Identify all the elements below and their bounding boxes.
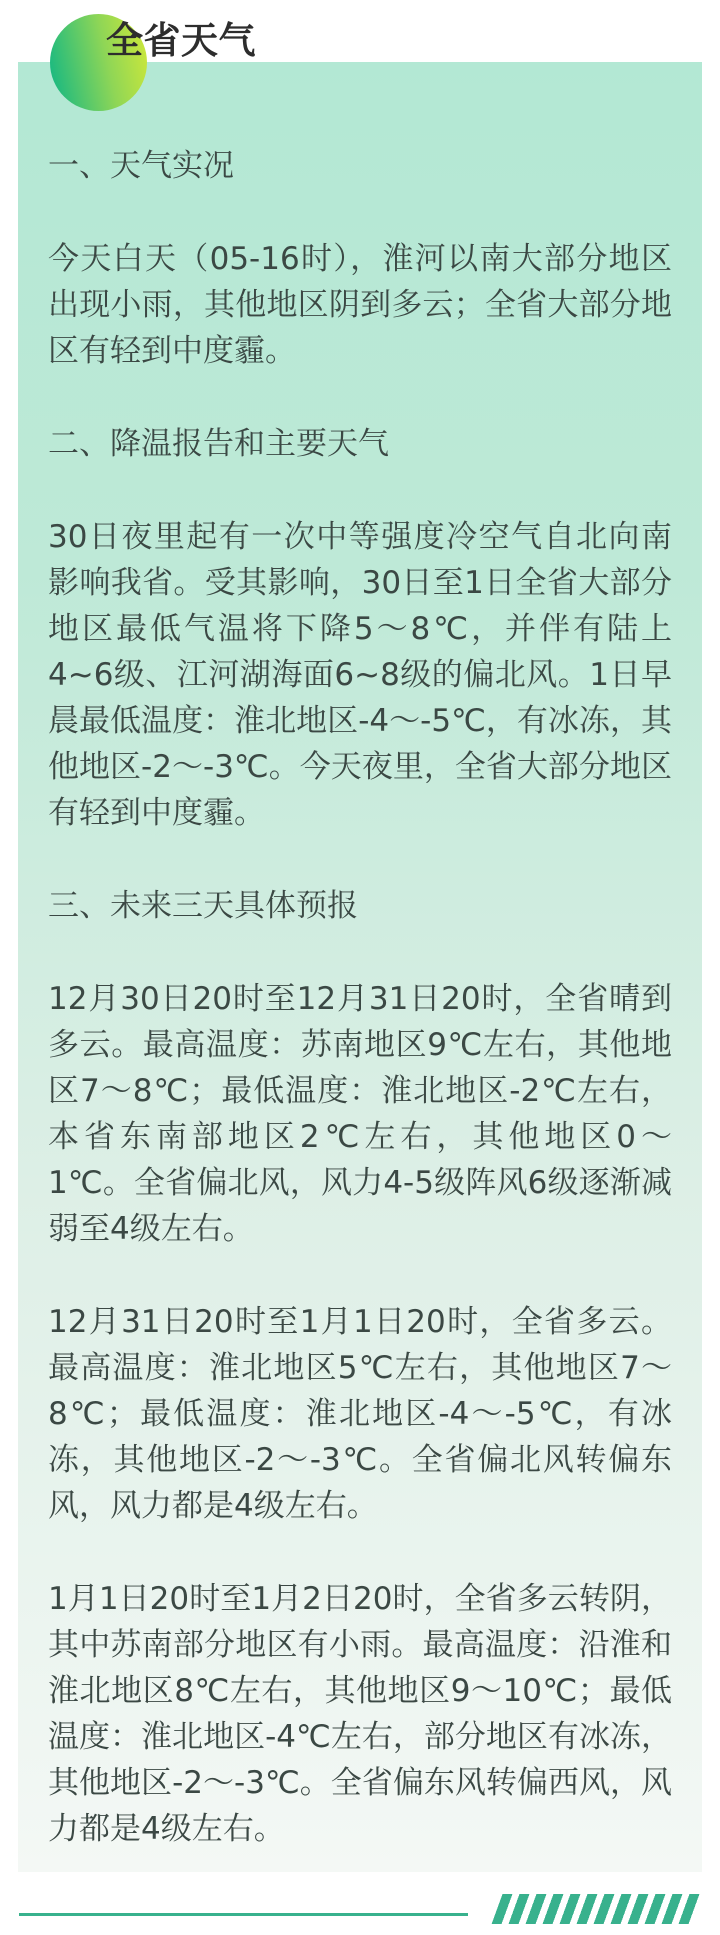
weather-report-card bbox=[18, 62, 702, 1872]
paragraph-forecast-day2: 12月31日20时至1月1日20时，全省多云。最高温度：淮北地区5℃左右，其他地区7～8℃；最低温度：淮北地区-4～-5℃，有冰冻，其他地区-2～-3℃。全省偏北风转偏东风，风力都是4级左右。 bbox=[48, 1304, 672, 1524]
paragraph-forecast-day3: 1月1日20时至1月2日20时，全省多云转阴，其中苏南部分地区有小雨。最高温度：沿淮和淮北地区8℃左右，其他地区9～10℃；最低温度：淮北地区-4℃左右，部分地区有冰冻，其他地区-2～-3℃。全省偏东风转偏西风，风力都是4级左右。 bbox=[48, 1581, 672, 1847]
paragraph-forecast-day1: 12月30日20时至12月31日20时，全省晴到多云。最高温度：苏南地区9℃左右，其他地区7～8℃；最低温度：淮北地区-2℃左右，本省东南部地区2℃左右，其他地区0～1℃。全省偏北风，风力4-5级阵风6级逐渐减弱至4级左右。 bbox=[48, 981, 672, 1247]
section-heading-current-weather: 一、天气实况 bbox=[48, 148, 234, 184]
paragraph-current-weather: 今天白天（05-16时），淮河以南大部分地区出现小雨，其他地区阴到多云；全省大部分地区有轻到中度霾。 bbox=[48, 241, 672, 369]
diagonal-stripes-decoration bbox=[492, 1894, 701, 1924]
footer-divider-line bbox=[19, 1913, 468, 1916]
section-heading-three-day-forecast: 三、未来三天具体预报 bbox=[48, 888, 358, 924]
paragraph-cooling-report: 30日夜里起有一次中等强度冷空气自北向南影响我省。受其影响，30日至1日全省大部分地区最低气温将下降5～8℃，并伴有陆上4~6级、江河湖海面6~8级的偏北风。1日早晨最低温度：淮北地区-4～-5℃，有冰冻，其他地区-2～-3℃。今天夜里，全省大部分地区有轻到中度霾。 bbox=[48, 519, 672, 831]
page-title: 全省天气 bbox=[106, 19, 256, 62]
section-heading-cooling-report: 二、降温报告和主要天气 bbox=[48, 426, 389, 462]
